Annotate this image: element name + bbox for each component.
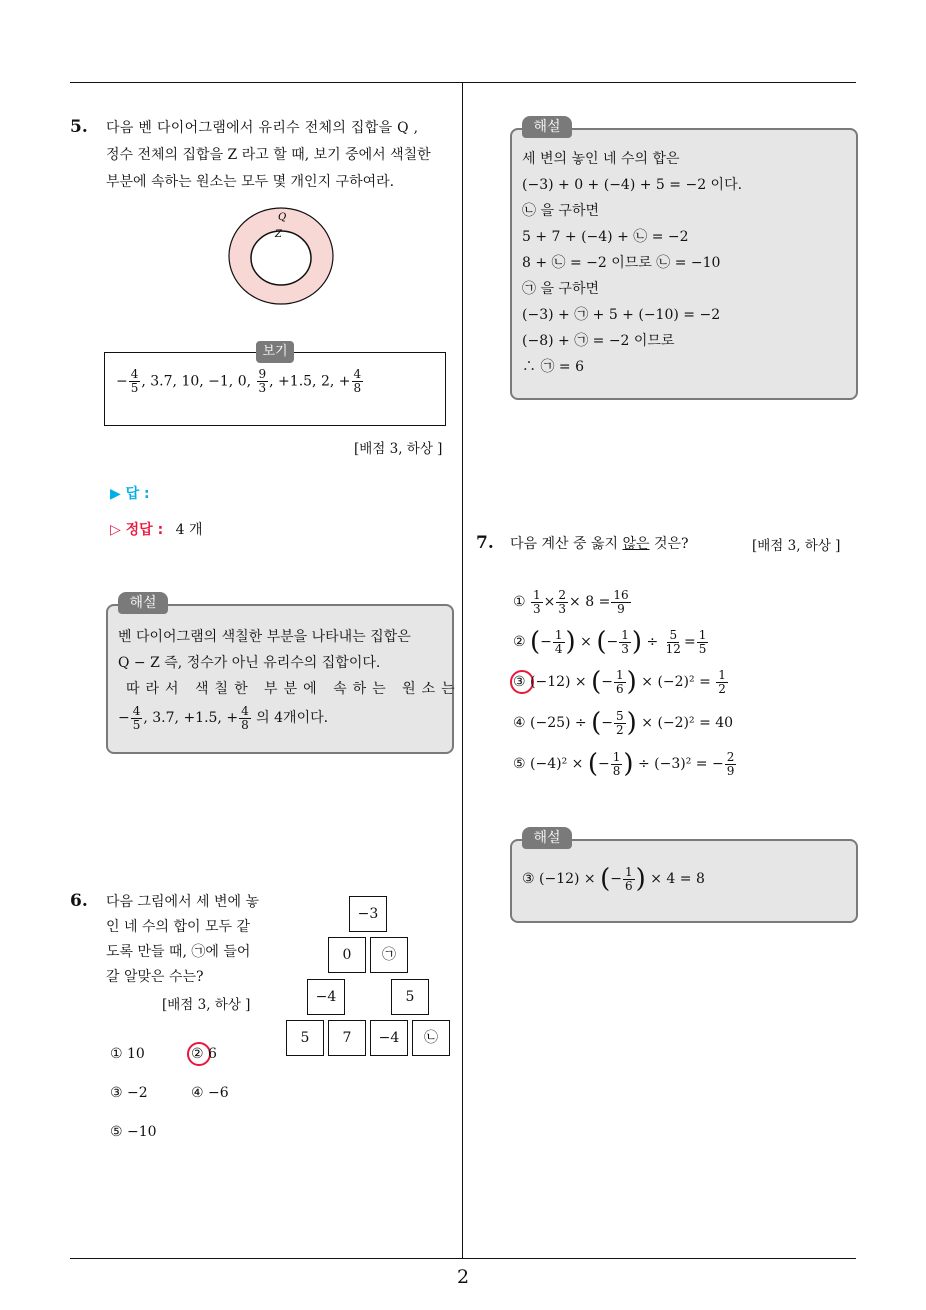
correct-value: 4 개 xyxy=(175,522,203,538)
q6-meta: [배점 3, 하상 ] xyxy=(162,997,251,1013)
bogi-items-mid: , 3.7, 10, −1, 0, xyxy=(141,373,252,390)
q5-line-2: 정수 전체의 집합을 Z 라고 할 때, 보기 중에서 색칠한 xyxy=(106,147,431,163)
bogi-items xyxy=(116,368,364,395)
page-number: 2 xyxy=(456,1266,470,1288)
q5-explain-line-1: 벤 다이어그램의 색칠한 부분을 나타내는 집합은 xyxy=(118,629,411,645)
q6-explain-line-6: ㉠ 을 구하면 xyxy=(522,281,599,297)
q6-explain-line-9: ∴ ㉠ = 6 xyxy=(522,359,584,375)
triangle-cell-r3b: 5 xyxy=(391,979,429,1015)
q6-choice-3[interactable]: ③ −2 xyxy=(110,1085,148,1101)
correct-label: ▷ 정답 : xyxy=(110,522,164,538)
fraction-4-8: $\frac{4}{8}$ xyxy=(353,367,362,395)
q7-underlined-word: 않은 xyxy=(622,536,650,552)
q7-choice-1[interactable]: ① $\frac{1}{3}$ × $\frac{2}{3}$ × 8 = $\frac{16}{9}$ xyxy=(513,587,629,616)
q5-explain-line-4: − $\frac{4}{5}$ , 3.7, +1.5, + $\frac{4}{8}$ 의 4개이다. xyxy=(118,703,329,732)
q5-explain-line-3: 따라서 색칠한 부분에 속하는 원소는 xyxy=(126,681,461,697)
fraction-9-3: $\frac{9}{3}$ xyxy=(258,367,267,395)
q5-correct-line xyxy=(110,519,203,539)
q6-explain-line-2: (−3) + 0 + (−4) + 5 = −2 이다. xyxy=(522,177,743,193)
triangle-cell-r4c: −4 xyxy=(370,1020,408,1056)
q7-explain-label: 해설 xyxy=(522,827,572,849)
bogi-items-mid2: , +1.5, 2, + xyxy=(269,373,351,390)
triangle-cell-r1: −3 xyxy=(349,896,387,932)
q7-choice-4[interactable]: ④ (−25) ÷ ( − $\frac{5}{2}$ ) × (−2)² = 40 xyxy=(513,708,734,738)
triangle-cell-r4a: 5 xyxy=(286,1020,324,1056)
q5-explain-line-2: Q − Z 즉, 정수가 아닌 유리수의 집합이다. xyxy=(118,655,381,671)
answer-label: ▶ 답 : xyxy=(110,486,150,502)
q5-number: 5. xyxy=(70,117,88,137)
q6-explain-line-5: 8 + ㉡ = −2 이므로 ㉡ = −10 xyxy=(522,255,721,271)
q6-line-4: 갈 알맞은 수는? xyxy=(106,969,204,985)
q5-line-3: 부분에 속하는 원소는 모두 몇 개인지 구하여라. xyxy=(106,174,395,190)
q6-explain-label: 해설 xyxy=(522,116,572,138)
q5-meta: [배점 3, 하상 ] xyxy=(354,441,443,457)
bogi-item-sign: − xyxy=(116,373,128,390)
q6-explain-line-4: 5 + 7 + (−4) + ㉡ = −2 xyxy=(522,229,689,245)
q7-number: 7. xyxy=(476,533,494,553)
q6-explain-line-1: 세 변의 놓인 네 수의 합은 xyxy=(522,151,680,167)
venn-outer-label: Q xyxy=(278,212,287,223)
q5-line-1: 다음 벤 다이어그램에서 유리수 전체의 집합을 Q , xyxy=(106,120,419,136)
triangle-cell-r2a: 0 xyxy=(328,937,366,973)
fraction-4-5: $\frac{4}{5}$ xyxy=(130,367,139,395)
q6-choice-2[interactable]: ② 6 xyxy=(191,1046,217,1062)
triangle-cell-r2b: ㉠ xyxy=(370,937,408,973)
q7-choice-5[interactable]: ⑤ (−4)² × ( − $\frac{1}{8}$ ) ÷ (−3)² = − $\frac{2}{9}$ xyxy=(513,749,735,779)
triangle-cell-r4b: 7 xyxy=(328,1020,366,1056)
q7-meta: [배점 3, 하상 ] xyxy=(752,538,841,554)
q6-number: 6. xyxy=(70,891,88,911)
bogi-label: 보기 xyxy=(256,341,294,363)
q7-question: 다음 계산 중 옳지 않은 것은? xyxy=(510,536,689,552)
q7-explain-line: ③ (−12) × ( − $\frac{1}{6}$ ) × 4 = 8 xyxy=(522,864,705,894)
column-divider xyxy=(462,82,463,1258)
q6-line-1: 다음 그림에서 세 변에 놓 xyxy=(106,894,260,910)
q6-line-3: 도록 만들 때, ㉠에 들어 xyxy=(106,944,251,960)
q6-choice-1[interactable]: ① 10 xyxy=(110,1046,145,1062)
q7-choice-3[interactable]: ③ (−12) × ( − $\frac{1}{6}$ ) × (−2)² = $\frac{1}{2}$ xyxy=(513,667,726,697)
top-rule xyxy=(70,82,856,83)
q5-explain-label: 해설 xyxy=(118,592,168,614)
q6-explain-line-7: (−3) + ㉠ + 5 + (−10) = −2 xyxy=(522,307,721,323)
triangle-cell-r3a: −4 xyxy=(307,979,345,1015)
q5-answer-line xyxy=(110,483,150,503)
venn-inner-label: Z xyxy=(275,229,282,240)
q6-explain-line-8: (−8) + ㉠ = −2 이므로 xyxy=(522,333,675,349)
q6-choice-4[interactable]: ④ −6 xyxy=(191,1085,229,1101)
q7-choice-2[interactable]: ② ( − $\frac{1}{4}$ ) × ( − $\frac{1}{3}$ ) ÷ $\frac{5}{12}$ = $\frac{1}{5}$ xyxy=(513,627,707,657)
q6-explain-line-3: ㉡ 을 구하면 xyxy=(522,203,599,219)
bottom-rule xyxy=(70,1258,856,1259)
q6-choice-5[interactable]: ⑤ −10 xyxy=(110,1124,157,1140)
venn-diagram xyxy=(226,204,336,308)
triangle-cell-r4d: ㉡ xyxy=(412,1020,450,1056)
q6-line-2: 인 네 수의 합이 모두 같 xyxy=(106,919,250,935)
